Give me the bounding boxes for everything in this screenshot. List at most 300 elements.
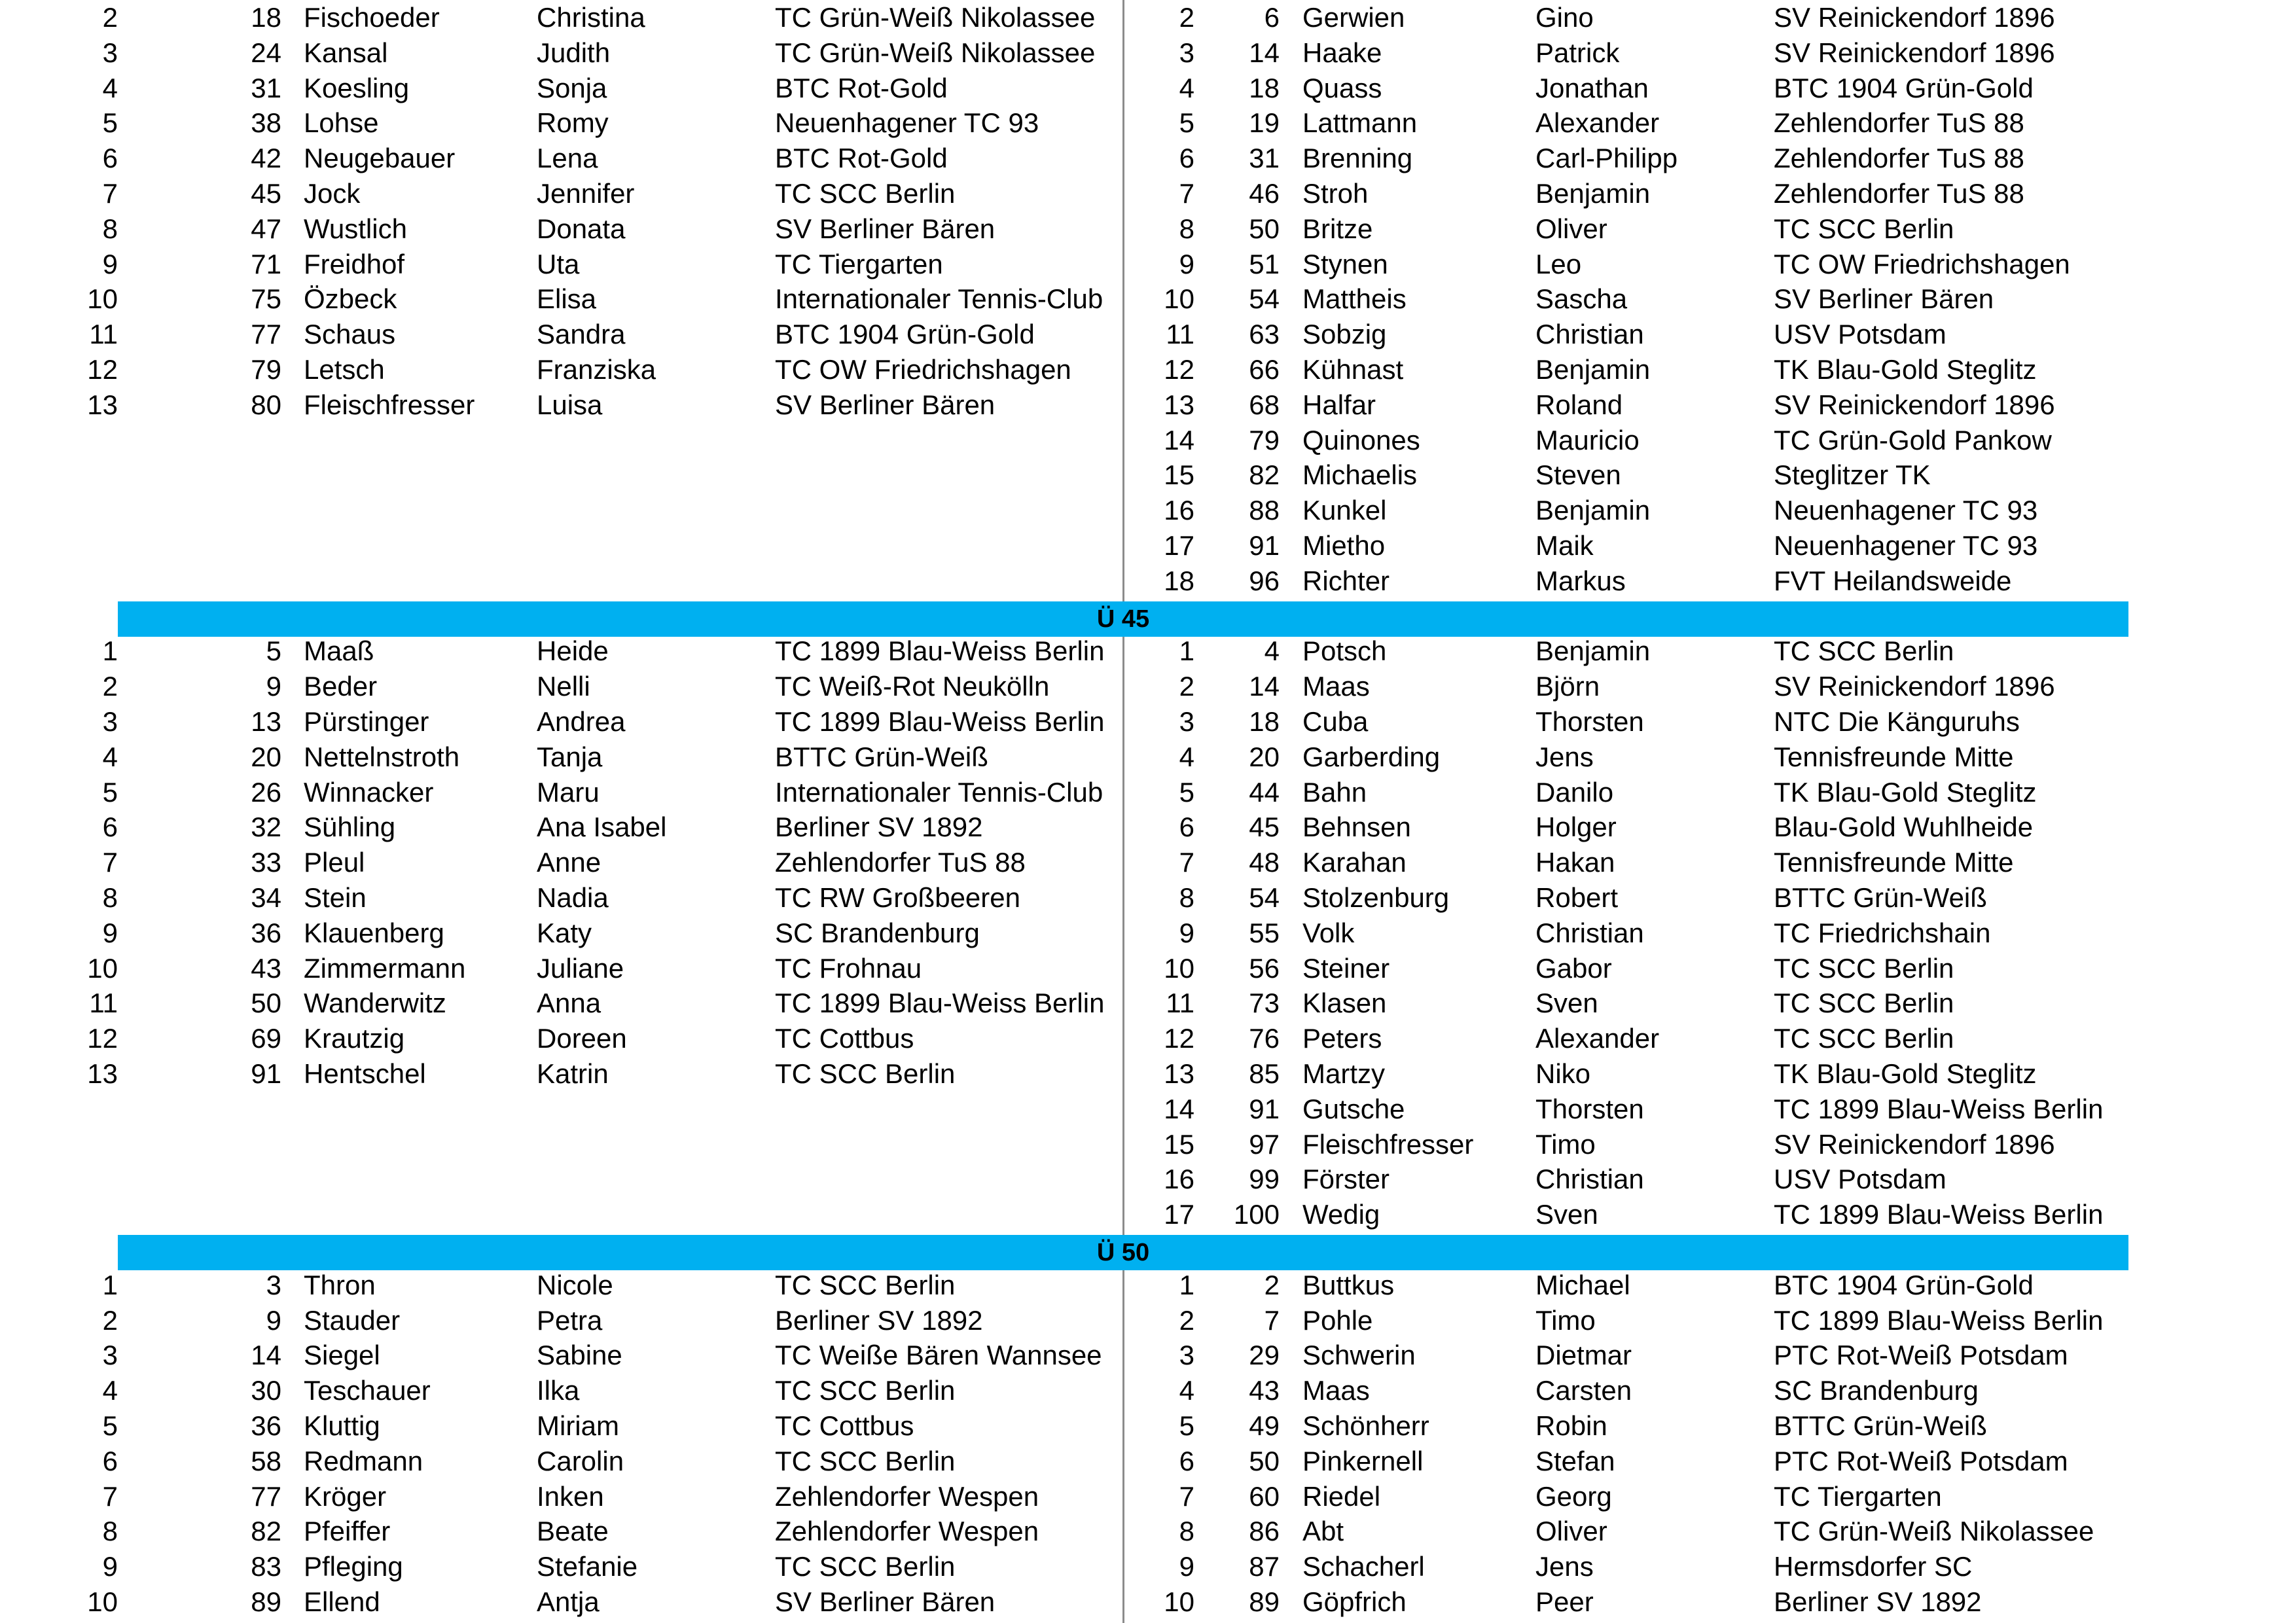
- rank-cell: 14: [1164, 1093, 1194, 1124]
- rank-cell: 9: [1179, 1551, 1194, 1582]
- seed-cell: 43: [1249, 1375, 1280, 1406]
- right-table-row: [0, 493, 2296, 528]
- seed-cell: 76: [1249, 1023, 1280, 1054]
- first-name-cell: Leo: [1535, 248, 1582, 279]
- seed-cell: 14: [251, 1340, 281, 1371]
- rank-cell: 1: [1179, 635, 1194, 667]
- club-cell: TC Weiße Bären Wannsee: [775, 1340, 1102, 1371]
- last-name-cell: Buttkus: [1302, 1269, 1395, 1300]
- right-table-row: [0, 1092, 2296, 1127]
- club-cell: TC Grün-Gold Pankow: [1774, 424, 2052, 455]
- last-name-cell: Pleul: [304, 847, 365, 878]
- rank-cell: 5: [102, 1410, 118, 1441]
- rank-cell: 13: [87, 389, 118, 420]
- seed-cell: 83: [251, 1551, 281, 1582]
- first-name-cell: Roland: [1535, 389, 1623, 420]
- rank-cell: 9: [102, 248, 118, 279]
- seed-cell: 75: [251, 283, 281, 315]
- rank-cell: 11: [89, 319, 118, 350]
- right-table-row: [0, 1584, 2296, 1620]
- club-cell: Neuenhagener TC 93: [775, 107, 1039, 139]
- seed-cell: 14: [1249, 37, 1280, 68]
- club-cell: PTC Rot-Weiß Potsdam: [1774, 1445, 2068, 1476]
- seed-cell: 77: [251, 319, 281, 350]
- first-name-cell: Romy: [537, 107, 609, 139]
- last-name-cell: Gerwien: [1302, 2, 1405, 33]
- first-name-cell: Uta: [537, 248, 580, 279]
- club-cell: BTTC Grün-Weiß: [1774, 882, 1987, 913]
- right-table-row: [0, 176, 2296, 211]
- first-name-cell: Benjamin: [1535, 495, 1651, 526]
- first-name-cell: Judith: [537, 37, 611, 68]
- last-name-cell: Mattheis: [1302, 283, 1407, 315]
- last-name-cell: Klasen: [1302, 988, 1387, 1019]
- club-cell: Neuenhagener TC 93: [1774, 495, 2038, 526]
- last-name-cell: Cuba: [1302, 706, 1369, 737]
- last-name-cell: Stynen: [1302, 248, 1388, 279]
- last-name-cell: Winnacker: [304, 776, 434, 808]
- seed-cell: 77: [251, 1480, 281, 1512]
- last-name-cell: Halfar: [1302, 389, 1376, 420]
- rank-cell: 6: [1179, 143, 1194, 174]
- last-name-cell: Freidhof: [304, 248, 405, 279]
- club-cell: SV Berliner Bären: [775, 389, 996, 420]
- seed-cell: 56: [1249, 952, 1280, 984]
- right-table-row: [0, 71, 2296, 106]
- rank-cell: 5: [1179, 1410, 1194, 1441]
- seed-cell: 82: [251, 1516, 281, 1547]
- seed-cell: 87: [1249, 1551, 1280, 1582]
- last-name-cell: Lohse: [304, 107, 379, 139]
- club-cell: SV Reinickendorf 1896: [1774, 37, 2055, 68]
- seed-cell: 58: [251, 1445, 281, 1476]
- last-name-cell: Kluttig: [304, 1410, 380, 1441]
- seed-cell: 79: [1249, 424, 1280, 455]
- first-name-cell: Nicole: [537, 1269, 613, 1300]
- first-name-cell: Maru: [537, 776, 600, 808]
- club-cell: Internationaler Tennis-Club: [775, 283, 1103, 315]
- last-name-cell: Hentschel: [304, 1058, 426, 1089]
- seed-cell: 43: [251, 952, 281, 984]
- club-cell: Blau-Gold Wuhlheide: [1774, 812, 2034, 843]
- seed-cell: 89: [1249, 1586, 1280, 1617]
- club-cell: TC RW Großbeeren: [775, 882, 1020, 913]
- seed-cell: 45: [251, 178, 281, 209]
- first-name-cell: Luisa: [537, 389, 603, 420]
- rank-cell: 12: [87, 354, 118, 385]
- last-name-cell: Steiner: [1302, 952, 1390, 984]
- rank-cell: 4: [102, 72, 118, 103]
- first-name-cell: Markus: [1535, 565, 1626, 596]
- club-cell: SV Reinickendorf 1896: [1774, 2, 2055, 33]
- right-table-row: [0, 35, 2296, 71]
- club-cell: Neuenhagener TC 93: [1774, 530, 2038, 561]
- seed-cell: 9: [266, 671, 281, 702]
- club-cell: SC Brandenburg: [1774, 1375, 1979, 1406]
- seed-cell: 55: [1249, 917, 1280, 948]
- seed-cell: 96: [1249, 565, 1280, 596]
- right-table-row: [0, 387, 2296, 423]
- rank-cell: 2: [102, 671, 118, 702]
- rank-cell: 3: [102, 706, 118, 737]
- rank-cell: 10: [1164, 1586, 1194, 1617]
- first-name-cell: Nelli: [537, 671, 590, 702]
- last-name-cell: Schönherr: [1302, 1410, 1429, 1441]
- seed-cell: 48: [1249, 847, 1280, 878]
- right-table-row: [0, 1268, 2296, 1303]
- club-cell: TC OW Friedrichshagen: [775, 354, 1071, 385]
- first-name-cell: Benjamin: [1535, 178, 1651, 209]
- club-cell: TC 1899 Blau-Weiss Berlin: [1774, 1304, 2104, 1336]
- club-cell: TC SCC Berlin: [775, 1551, 956, 1582]
- right-table-row: [0, 951, 2296, 986]
- last-name-cell: Martzy: [1302, 1058, 1385, 1089]
- right-table-row: [0, 1514, 2296, 1549]
- first-name-cell: Sven: [1535, 988, 1598, 1019]
- rank-cell: 8: [102, 213, 118, 244]
- club-cell: SV Reinickendorf 1896: [1774, 1128, 2055, 1160]
- last-name-cell: Pürstinger: [304, 706, 429, 737]
- club-cell: Tennisfreunde Mitte: [1774, 847, 2014, 878]
- club-cell: TC 1899 Blau-Weiss Berlin: [775, 706, 1105, 737]
- club-cell: FVT Heilandsweide: [1774, 565, 2012, 596]
- first-name-cell: Benjamin: [1535, 635, 1651, 667]
- first-name-cell: Robert: [1535, 882, 1619, 913]
- rank-cell: 7: [102, 178, 118, 209]
- last-name-cell: Richter: [1302, 565, 1390, 596]
- rank-cell: 4: [102, 741, 118, 772]
- right-table-row: [0, 1338, 2296, 1373]
- last-name-cell: Nettelnstroth: [304, 741, 460, 772]
- first-name-cell: Carl-Philipp: [1535, 143, 1678, 174]
- seed-cell: 45: [1249, 812, 1280, 843]
- right-table-row: [0, 669, 2296, 704]
- rank-cell: 8: [1179, 1516, 1194, 1547]
- first-name-cell: Ilka: [537, 1375, 580, 1406]
- first-name-cell: Tanja: [537, 741, 603, 772]
- last-name-cell: Peters: [1302, 1023, 1382, 1054]
- last-name-cell: Thron: [304, 1269, 376, 1300]
- section-header: Ü 45: [118, 601, 2128, 637]
- club-cell: TC OW Friedrichshagen: [1774, 248, 2070, 279]
- club-cell: Berliner SV 1892: [775, 1304, 983, 1336]
- rank-cell: 15: [1164, 459, 1194, 491]
- rank-cell: 16: [1164, 1164, 1194, 1195]
- seed-cell: 42: [251, 143, 281, 174]
- club-cell: BTTC Grün-Weiß: [1774, 1410, 1987, 1441]
- first-name-cell: Hakan: [1535, 847, 1615, 878]
- rank-cell: 6: [102, 143, 118, 174]
- first-name-cell: Jens: [1535, 1551, 1594, 1582]
- right-table-row: [0, 633, 2296, 669]
- seed-cell: 86: [1249, 1516, 1280, 1547]
- first-name-cell: Jennifer: [537, 178, 635, 209]
- seed-cell: 38: [251, 107, 281, 139]
- rank-cell: 3: [1179, 37, 1194, 68]
- last-name-cell: Kansal: [304, 37, 388, 68]
- right-table-row: [0, 1373, 2296, 1408]
- rank-cell: 16: [1164, 495, 1194, 526]
- last-name-cell: Fischoeder: [304, 2, 440, 33]
- seed-cell: 99: [1249, 1164, 1280, 1195]
- last-name-cell: Pfeiffer: [304, 1516, 391, 1547]
- last-name-cell: Schacherl: [1302, 1551, 1425, 1582]
- right-table-row: [0, 810, 2296, 845]
- club-cell: TC Cottbus: [775, 1023, 914, 1054]
- last-name-cell: Lattmann: [1302, 107, 1418, 139]
- first-name-cell: Nadia: [537, 882, 609, 913]
- club-cell: SV Reinickendorf 1896: [1774, 671, 2055, 702]
- rank-cell: 11: [1166, 319, 1194, 350]
- club-cell: SV Reinickendorf 1896: [1774, 389, 2055, 420]
- first-name-cell: Thorsten: [1535, 706, 1644, 737]
- seed-cell: 20: [1249, 741, 1280, 772]
- last-name-cell: Özbeck: [304, 283, 397, 315]
- seed-cell: 79: [251, 354, 281, 385]
- right-table-row: [0, 740, 2296, 775]
- seed-cell: 97: [1249, 1128, 1280, 1160]
- rank-cell: 2: [102, 1304, 118, 1336]
- club-cell: Tennisfreunde Mitte: [1774, 741, 2014, 772]
- right-table-row: [0, 211, 2296, 247]
- first-name-cell: Donata: [537, 213, 626, 244]
- last-name-cell: Abt: [1302, 1516, 1344, 1547]
- rank-cell: 13: [1164, 389, 1194, 420]
- first-name-cell: Carsten: [1535, 1375, 1632, 1406]
- rank-cell: 17: [1164, 1199, 1194, 1230]
- first-name-cell: Sabine: [537, 1340, 622, 1371]
- last-name-cell: Klauenberg: [304, 917, 444, 948]
- last-name-cell: Koesling: [304, 72, 410, 103]
- right-table-row: [0, 775, 2296, 810]
- rank-cell: 2: [1179, 2, 1194, 33]
- seed-cell: 18: [251, 2, 281, 33]
- club-cell: Zehlendorfer TuS 88: [1774, 143, 2024, 174]
- club-cell: Berliner SV 1892: [1774, 1586, 1982, 1617]
- club-cell: TC SCC Berlin: [1774, 635, 1954, 667]
- seed-cell: 50: [1249, 1445, 1280, 1476]
- seed-cell: 47: [251, 213, 281, 244]
- first-name-cell: Mauricio: [1535, 424, 1640, 455]
- first-name-cell: Carolin: [537, 1445, 624, 1476]
- right-table-row: [0, 916, 2296, 951]
- club-cell: TC 1899 Blau-Weiss Berlin: [1774, 1093, 2104, 1124]
- seed-cell: 13: [251, 706, 281, 737]
- right-table-row: [0, 1162, 2296, 1197]
- first-name-cell: Georg: [1535, 1480, 1612, 1512]
- rank-cell: 3: [1179, 1340, 1194, 1371]
- club-cell: SC Brandenburg: [775, 917, 980, 948]
- rank-cell: 8: [1179, 882, 1194, 913]
- club-cell: TC Cottbus: [775, 1410, 914, 1441]
- seed-cell: 18: [1249, 72, 1280, 103]
- seed-cell: 9: [266, 1304, 281, 1336]
- seed-cell: 54: [1249, 882, 1280, 913]
- right-table-row: [0, 1479, 2296, 1514]
- club-cell: TK Blau-Gold Steglitz: [1774, 1058, 2037, 1089]
- last-name-cell: Pohle: [1302, 1304, 1373, 1336]
- rank-cell: 3: [102, 37, 118, 68]
- first-name-cell: Maik: [1535, 530, 1594, 561]
- seed-cell: 24: [251, 37, 281, 68]
- last-name-cell: Siegel: [304, 1340, 380, 1371]
- last-name-cell: Teschauer: [304, 1375, 431, 1406]
- first-name-cell: Timo: [1535, 1128, 1596, 1160]
- first-name-cell: Jens: [1535, 741, 1594, 772]
- right-table-row: [0, 1127, 2296, 1162]
- club-cell: PTC Rot-Weiß Potsdam: [1774, 1340, 2068, 1371]
- seed-cell: 49: [1249, 1410, 1280, 1441]
- first-name-cell: Benjamin: [1535, 354, 1651, 385]
- last-name-cell: Quinones: [1302, 424, 1420, 455]
- rank-cell: 9: [102, 917, 118, 948]
- club-cell: BTC 1904 Grün-Gold: [1774, 72, 2034, 103]
- seed-cell: 6: [1264, 2, 1280, 33]
- club-cell: TC SCC Berlin: [1774, 952, 1954, 984]
- right-table-row: [0, 1408, 2296, 1444]
- club-cell: TC Tiergarten: [775, 248, 943, 279]
- club-cell: TC Frohnau: [775, 952, 922, 984]
- last-name-cell: Garberding: [1302, 741, 1441, 772]
- rank-cell: 5: [102, 776, 118, 808]
- last-name-cell: Quass: [1302, 72, 1382, 103]
- right-table-row: [0, 247, 2296, 282]
- rank-cell: 4: [102, 1375, 118, 1406]
- right-table-row: [0, 1021, 2296, 1056]
- first-name-cell: Stefanie: [537, 1551, 638, 1582]
- first-name-cell: Petra: [537, 1304, 603, 1336]
- seed-cell: 18: [1249, 706, 1280, 737]
- club-cell: BTC Rot-Gold: [775, 143, 948, 174]
- seed-cell: 60: [1249, 1480, 1280, 1512]
- seed-cell: 71: [251, 248, 281, 279]
- last-name-cell: Wustlich: [304, 213, 407, 244]
- club-cell: TC Grün-Weiß Nikolassee: [775, 2, 1096, 33]
- seed-cell: 68: [1249, 389, 1280, 420]
- club-cell: SV Berliner Bären: [775, 213, 996, 244]
- first-name-cell: Björn: [1535, 671, 1600, 702]
- rank-cell: 9: [102, 1551, 118, 1582]
- right-table-row: [0, 1056, 2296, 1092]
- club-cell: TC 1899 Blau-Weiss Berlin: [775, 635, 1105, 667]
- club-cell: Internationaler Tennis-Club: [775, 776, 1103, 808]
- rank-cell: 7: [1179, 178, 1194, 209]
- first-name-cell: Anna: [537, 988, 601, 1019]
- first-name-cell: Katrin: [537, 1058, 609, 1089]
- first-name-cell: Andrea: [537, 706, 626, 737]
- club-cell: SV Berliner Bären: [775, 1586, 996, 1617]
- rank-cell: 5: [1179, 107, 1194, 139]
- club-cell: Zehlendorfer TuS 88: [1774, 178, 2024, 209]
- first-name-cell: Sandra: [537, 319, 626, 350]
- last-name-cell: Wedig: [1302, 1199, 1380, 1230]
- first-name-cell: Alexander: [1535, 107, 1660, 139]
- first-name-cell: Inken: [537, 1480, 604, 1512]
- last-name-cell: Maas: [1302, 1375, 1370, 1406]
- seed-cell: 50: [251, 988, 281, 1019]
- seed-cell: 91: [1249, 530, 1280, 561]
- last-name-cell: Behnsen: [1302, 812, 1411, 843]
- last-name-cell: Zimmermann: [304, 952, 466, 984]
- rank-cell: 11: [89, 988, 118, 1019]
- rank-cell: 7: [1179, 847, 1194, 878]
- first-name-cell: Ana Isabel: [537, 812, 667, 843]
- right-table-row: [0, 986, 2296, 1021]
- last-name-cell: Brenning: [1302, 143, 1413, 174]
- right-table-row: [0, 317, 2296, 352]
- first-name-cell: Heide: [537, 635, 609, 667]
- first-name-cell: Danilo: [1535, 776, 1614, 808]
- first-name-cell: Anne: [537, 847, 601, 878]
- rank-cell: 8: [1179, 213, 1194, 244]
- last-name-cell: Mietho: [1302, 530, 1386, 561]
- rank-cell: 14: [1164, 424, 1194, 455]
- seed-cell: 66: [1249, 354, 1280, 385]
- club-cell: TC SCC Berlin: [775, 1058, 956, 1089]
- rank-cell: 12: [1164, 1023, 1194, 1054]
- seed-cell: 91: [1249, 1093, 1280, 1124]
- last-name-cell: Pfleging: [304, 1551, 403, 1582]
- seed-cell: 32: [251, 812, 281, 843]
- last-name-cell: Fleischfresser: [304, 389, 475, 420]
- first-name-cell: Katy: [537, 917, 592, 948]
- last-name-cell: Kröger: [304, 1480, 387, 1512]
- rank-cell: 8: [102, 1516, 118, 1547]
- seed-cell: 89: [251, 1586, 281, 1617]
- rank-cell: 9: [1179, 248, 1194, 279]
- seed-cell: 14: [1249, 671, 1280, 702]
- first-name-cell: Christian: [1535, 319, 1644, 350]
- club-cell: TC SCC Berlin: [775, 1375, 956, 1406]
- seed-cell: 36: [251, 917, 281, 948]
- first-name-cell: Franziska: [537, 354, 656, 385]
- club-cell: TC SCC Berlin: [775, 1269, 956, 1300]
- right-table-row: [0, 1444, 2296, 1479]
- seed-cell: 30: [251, 1375, 281, 1406]
- last-name-cell: Neugebauer: [304, 143, 456, 174]
- first-name-cell: Thorsten: [1535, 1093, 1644, 1124]
- seed-cell: 63: [1249, 319, 1280, 350]
- club-cell: TC SCC Berlin: [1774, 988, 1954, 1019]
- rank-cell: 1: [1179, 1269, 1194, 1300]
- first-name-cell: Sven: [1535, 1199, 1598, 1230]
- last-name-cell: Gutsche: [1302, 1093, 1405, 1124]
- seed-cell: 46: [1249, 178, 1280, 209]
- rank-cell: 8: [102, 882, 118, 913]
- first-name-cell: Timo: [1535, 1304, 1596, 1336]
- last-name-cell: Fleischfresser: [1302, 1128, 1474, 1160]
- right-table-row: [0, 352, 2296, 387]
- rank-cell: 13: [1164, 1058, 1194, 1089]
- seed-cell: 36: [251, 1410, 281, 1441]
- seed-cell: 91: [251, 1058, 281, 1089]
- club-cell: BTC 1904 Grün-Gold: [775, 319, 1035, 350]
- rank-cell: 10: [1164, 283, 1194, 315]
- last-name-cell: Förster: [1302, 1164, 1390, 1195]
- right-table-row: [0, 281, 2296, 317]
- club-cell: Hermsdorfer SC: [1774, 1551, 1973, 1582]
- right-table-row: [0, 880, 2296, 916]
- rank-cell: 6: [1179, 812, 1194, 843]
- last-name-cell: Riedel: [1302, 1480, 1381, 1512]
- club-cell: Zehlendorfer TuS 88: [1774, 107, 2024, 139]
- last-name-cell: Haake: [1302, 37, 1382, 68]
- club-cell: BTC 1904 Grün-Gold: [1774, 1269, 2034, 1300]
- seed-cell: 85: [1249, 1058, 1280, 1089]
- seed-cell: 33: [251, 847, 281, 878]
- right-table-row: [0, 845, 2296, 880]
- last-name-cell: Karahan: [1302, 847, 1407, 878]
